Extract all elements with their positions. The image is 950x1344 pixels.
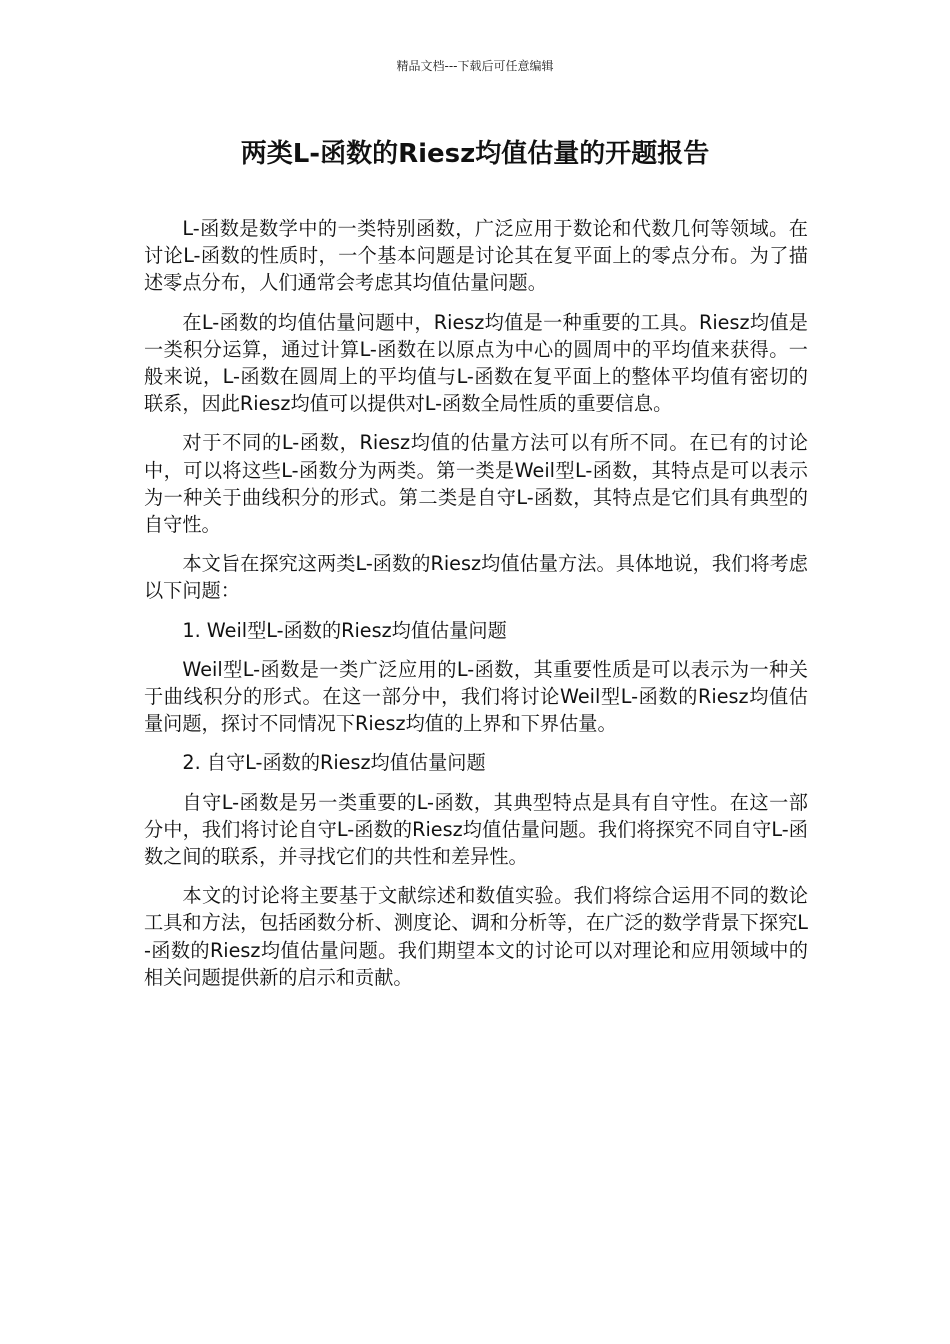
document-title: 两类L-函数的Riesz均值估量的开题报告 — [240, 139, 710, 169]
page-header: 精品文档---下载后可任意编辑 — [396, 59, 554, 73]
section-heading-weil: 1. Weil型L-函数的Riesz均值估量问题 — [182, 618, 507, 642]
paragraph-classification: 对于不同的L-函数，Riesz均值的估量方法可以有所不同。在已有的讨论中，可以将这些L-函数分为两类。第一类是Weil型L-函数，其特点是可以表示为一种关于曲线积分的形式。第二类是自守L-函数，其特点是它们具有典型的自守性。 — [144, 431, 808, 537]
paragraph-automorphic: 自守L-函数是另一类重要的L-函数，其典型特点是具有自守性。在这一部分中，我们将讨论自守L-函数的Riesz均值估量问题。我们将探究不同自守L-函数之间的联系，并寻找它们的共性和差异性。 — [144, 790, 808, 869]
paragraph-intro: L-函数是数学中的一类特别函数，广泛应用于数论和代数几何等领域。在讨论L-函数的性质时，一个基本问题是讨论其在复平面上的零点分布。为了描述零点分布，人们通常会考虑其均值估量问题。 — [144, 217, 808, 295]
paragraph-riesz-mean: 在L-函数的均值估量问题中，Riesz均值是一种重要的工具。Riesz均值是一类积分运算，通过计算L-函数在以原点为中心的圆周中的平均值来获得。一般来说，L-函数在圆周上的平均值与L-函数在复平面上的整体平均值有密切的联系，因此Riesz均值可以提供对L-函数全局性质的重要信息。 — [144, 310, 808, 416]
document-body — [144, 215, 808, 1003]
paragraph-method: 本文的讨论将主要基于文献综述和数值实验。我们将综合运用不同的数论工具和方法，包括函数分析、测度论、调和分析等，在广泛的数学背景下探究L-函数的Riesz均值估量问题。我们期望本文的讨论可以对理论和应用领域中的相关问题提供新的启示和贡献。 — [144, 884, 808, 989]
paragraph-weil: Weil型L-函数是一类广泛应用的L-函数，其重要性质是可以表示为一种关于曲线积分的形式。在这一部分中，我们将讨论Weil型L-函数的Riesz均值估量问题，探讨不同情况下Riesz均值的上界和下界估量。 — [144, 657, 808, 736]
section-heading-automorphic: 2. 自守L-函数的Riesz均值估量问题 — [182, 751, 486, 775]
paragraph-aim: 本文旨在探究这两类L-函数的Riesz均值估量方法。具体地说，我们将考虑以下问题： — [144, 552, 808, 603]
